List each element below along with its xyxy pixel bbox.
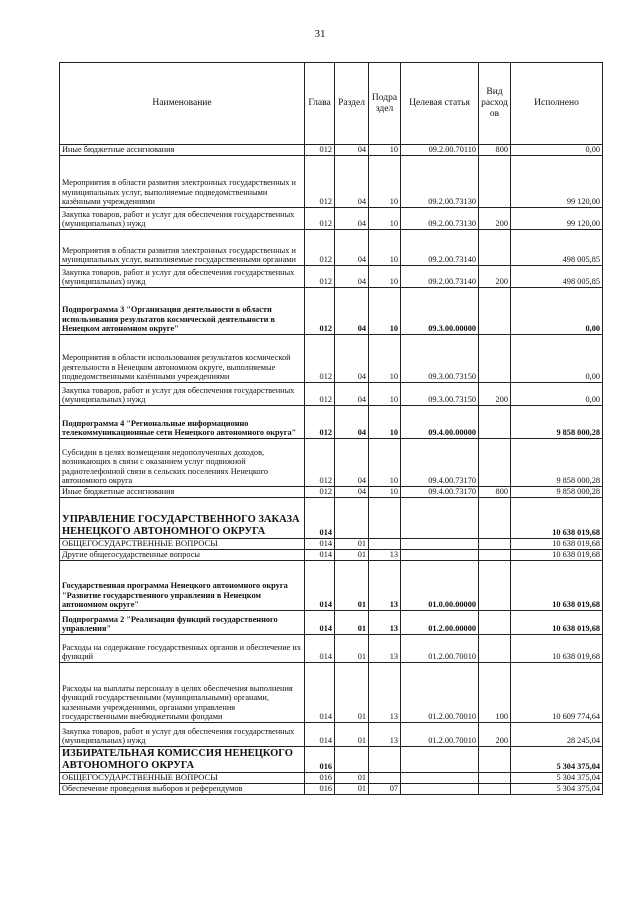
- row-amount: 10 638 019,68: [511, 561, 603, 611]
- row-amount: 10 638 019,68: [511, 611, 603, 635]
- row-target: 01.0.00.00000: [401, 561, 479, 611]
- row-target: 01.2.00.70010: [401, 723, 479, 747]
- row-section: 04: [335, 156, 369, 208]
- row-subsection: 13: [369, 663, 401, 723]
- row-amount: 0,00: [511, 145, 603, 156]
- row-name: Мероприятия в области развития электронных государственных и муниципальных услуг, выполняемые подведомственными казёнными учреждениями: [60, 156, 305, 208]
- table-row: [60, 145, 603, 156]
- row-chapter: 014: [305, 611, 335, 635]
- row-chapter: 012: [305, 439, 335, 487]
- row-target: 01.2.00.70010: [401, 663, 479, 723]
- table-row: [60, 383, 603, 406]
- row-expense-type: [479, 439, 511, 487]
- row-chapter: 014: [305, 498, 335, 539]
- row-chapter: 014: [305, 663, 335, 723]
- row-amount: 10 638 019,68: [511, 539, 603, 550]
- row-expense-type: [479, 773, 511, 784]
- row-chapter: 012: [305, 230, 335, 266]
- row-subsection: 10: [369, 266, 401, 288]
- row-chapter: 016: [305, 784, 335, 795]
- row-chapter: 012: [305, 156, 335, 208]
- header-chapter: Глава: [305, 63, 335, 145]
- table-row: [60, 487, 603, 498]
- row-expense-type: [479, 288, 511, 335]
- row-amount: 5 304 375,04: [511, 784, 603, 795]
- header-expense-type: Вид расход ов: [479, 63, 511, 145]
- row-expense-type: 800: [479, 487, 511, 498]
- row-amount: 28 245,04: [511, 723, 603, 747]
- row-name: Подпрограмма 4 "Региональные информационно телекоммуникационные сети Ненецкого автономного округа": [60, 406, 305, 439]
- row-chapter: 014: [305, 550, 335, 561]
- row-subsection: 13: [369, 723, 401, 747]
- row-chapter: 014: [305, 635, 335, 663]
- row-chapter: 012: [305, 487, 335, 498]
- row-amount: 10 638 019,68: [511, 498, 603, 539]
- row-name: Расходы на выплаты персоналу в целях обеспечения выполнения функций государственными (муниципальными) органами, казенными учреждениями, органами управления государственными внебюджетными фондами: [60, 663, 305, 723]
- row-subsection: 10: [369, 156, 401, 208]
- row-amount: 498 005,85: [511, 230, 603, 266]
- row-amount: 10 638 019,68: [511, 550, 603, 561]
- row-section: 04: [335, 288, 369, 335]
- row-subsection: 10: [369, 487, 401, 498]
- table-row: [60, 550, 603, 561]
- row-section: 04: [335, 266, 369, 288]
- row-target: [401, 773, 479, 784]
- row-name: Иные бюджетные ассигнования: [60, 487, 305, 498]
- table-row: [60, 288, 603, 335]
- row-chapter: 012: [305, 335, 335, 383]
- row-expense-type: [479, 747, 511, 773]
- row-amount: 0,00: [511, 288, 603, 335]
- row-subsection: 10: [369, 406, 401, 439]
- row-name: ИЗБИРАТЕЛЬНАЯ КОМИССИЯ НЕНЕЦКОГО АВТОНОМНОГО ОКРУГА: [60, 747, 305, 773]
- row-amount: 10 609 774,64: [511, 663, 603, 723]
- row-expense-type: [479, 561, 511, 611]
- row-name: Мероприятия в области использования результатов космической деятельности в Ненецком автономном округе, выполняемые подведомственными казёнными учреждениями: [60, 335, 305, 383]
- row-subsection: 10: [369, 230, 401, 266]
- row-section: [335, 498, 369, 539]
- header-section: Раздел: [335, 63, 369, 145]
- row-subsection: 10: [369, 439, 401, 487]
- row-target: 09.2.00.73140: [401, 230, 479, 266]
- row-subsection: [369, 747, 401, 773]
- row-subsection: 13: [369, 611, 401, 635]
- table-row: [60, 723, 603, 747]
- row-name: Расходы на содержание государственных органов и обеспечение их функций: [60, 635, 305, 663]
- row-expense-type: [479, 539, 511, 550]
- row-chapter: 012: [305, 288, 335, 335]
- row-section: 04: [335, 487, 369, 498]
- table-row: [60, 498, 603, 539]
- row-expense-type: [479, 784, 511, 795]
- header-subsection: Подра здел: [369, 63, 401, 145]
- row-target: 01.2.00.00000: [401, 611, 479, 635]
- row-name: Обеспечение проведения выборов и референдумов: [60, 784, 305, 795]
- row-amount: 99 120,00: [511, 156, 603, 208]
- row-amount: 5 304 375,04: [511, 747, 603, 773]
- row-chapter: 012: [305, 145, 335, 156]
- row-section: 01: [335, 723, 369, 747]
- row-section: 04: [335, 208, 369, 230]
- row-target: 09.2.00.73140: [401, 266, 479, 288]
- row-expense-type: 200: [479, 723, 511, 747]
- row-chapter: 016: [305, 747, 335, 773]
- row-section: 04: [335, 406, 369, 439]
- row-name: Закупка товаров, работ и услуг для обеспечения государственных (муниципальных) нужд: [60, 208, 305, 230]
- row-chapter: 012: [305, 208, 335, 230]
- row-target: 01.2.00.70010: [401, 635, 479, 663]
- row-target: [401, 550, 479, 561]
- table-row: [60, 663, 603, 723]
- row-section: 04: [335, 230, 369, 266]
- row-name: Государственная программа Ненецкого автономного округа "Развитие государственного управления в Ненецком автономном округе": [60, 561, 305, 611]
- row-amount: 99 120,00: [511, 208, 603, 230]
- row-section: 01: [335, 550, 369, 561]
- table-row: [60, 266, 603, 288]
- row-target: 09.2.00.73130: [401, 156, 479, 208]
- row-subsection: 10: [369, 145, 401, 156]
- row-section: 01: [335, 635, 369, 663]
- row-amount: 9 858 000,28: [511, 406, 603, 439]
- row-chapter: 016: [305, 773, 335, 784]
- row-subsection: [369, 498, 401, 539]
- row-chapter: 012: [305, 383, 335, 406]
- row-name: Подпрограмма 2 "Реализация функций государственного управления": [60, 611, 305, 635]
- row-section: 01: [335, 784, 369, 795]
- row-subsection: [369, 773, 401, 784]
- row-target: 09.4.00.73170: [401, 487, 479, 498]
- row-section: 04: [335, 335, 369, 383]
- row-chapter: 012: [305, 266, 335, 288]
- row-expense-type: 200: [479, 266, 511, 288]
- table-row: [60, 230, 603, 266]
- row-subsection: 13: [369, 550, 401, 561]
- row-amount: 10 638 019,68: [511, 635, 603, 663]
- row-name: Мероприятия в области развития электронных государственных и муниципальных услуг, выполняемые государственными органами: [60, 230, 305, 266]
- table-row: [60, 208, 603, 230]
- row-subsection: 10: [369, 288, 401, 335]
- row-target: 09.2.00.70110: [401, 145, 479, 156]
- row-expense-type: [479, 635, 511, 663]
- table-row: [60, 439, 603, 487]
- row-name: Подпрограмма 3 "Организация деятельности в области использования результатов космической деятельности в Ненецком автономном округе": [60, 288, 305, 335]
- row-target: [401, 747, 479, 773]
- table-row: [60, 635, 603, 663]
- row-section: 01: [335, 611, 369, 635]
- row-subsection: 10: [369, 383, 401, 406]
- row-section: [335, 747, 369, 773]
- row-section: 01: [335, 561, 369, 611]
- row-subsection: 10: [369, 335, 401, 383]
- row-subsection: 07: [369, 784, 401, 795]
- row-section: 01: [335, 539, 369, 550]
- row-expense-type: [479, 335, 511, 383]
- row-target: 09.3.00.73150: [401, 383, 479, 406]
- row-name: Иные бюджетные ассигнования: [60, 145, 305, 156]
- header-row: [60, 63, 603, 145]
- row-amount: 0,00: [511, 383, 603, 406]
- row-expense-type: [479, 498, 511, 539]
- row-expense-type: [479, 611, 511, 635]
- row-amount: 9 858 000,28: [511, 439, 603, 487]
- table-row: [60, 747, 603, 773]
- row-target: [401, 498, 479, 539]
- row-subsection: [369, 539, 401, 550]
- row-amount: 9 858 000,28: [511, 487, 603, 498]
- header-target: Целевая статья: [401, 63, 479, 145]
- row-expense-type: 200: [479, 208, 511, 230]
- row-section: 01: [335, 663, 369, 723]
- row-name: Закупка товаров, работ и услуг для обеспечения государственных (муниципальных) нужд: [60, 266, 305, 288]
- row-subsection: 10: [369, 208, 401, 230]
- row-target: [401, 539, 479, 550]
- row-name: Закупка товаров, работ и услуг для обеспечения государственных (муниципальных) нужд: [60, 383, 305, 406]
- header-name: Наименование: [60, 63, 305, 145]
- row-expense-type: [479, 550, 511, 561]
- row-chapter: 014: [305, 561, 335, 611]
- row-target: [401, 784, 479, 795]
- row-expense-type: 800: [479, 145, 511, 156]
- budget-table: [59, 62, 603, 795]
- row-section: 04: [335, 383, 369, 406]
- table-row: [60, 156, 603, 208]
- row-expense-type: [479, 406, 511, 439]
- table-row: [60, 784, 603, 795]
- table-row: [60, 406, 603, 439]
- row-target: 09.2.00.73130: [401, 208, 479, 230]
- row-name: Закупка товаров, работ и услуг для обеспечения государственных (муниципальных) нужд: [60, 723, 305, 747]
- table-row: [60, 611, 603, 635]
- row-expense-type: 100: [479, 663, 511, 723]
- row-chapter: 014: [305, 723, 335, 747]
- row-name: Субсидии в целях возмещения недополученных доходов, возникающих в связи с оказанием услуг подвижной радиотелефонной связи в сельских поселениях Ненецкого автономного округа: [60, 439, 305, 487]
- row-name: Другие общегосударственные вопросы: [60, 550, 305, 561]
- row-chapter: 014: [305, 539, 335, 550]
- row-target: 09.3.00.00000: [401, 288, 479, 335]
- header-executed: Исполнено: [511, 63, 603, 145]
- row-section: 01: [335, 773, 369, 784]
- row-expense-type: 200: [479, 383, 511, 406]
- page-number: 31: [314, 28, 326, 40]
- row-expense-type: [479, 156, 511, 208]
- row-target: 09.4.00.73170: [401, 439, 479, 487]
- row-section: 04: [335, 439, 369, 487]
- row-name: ОБЩЕГОСУДАРСТВЕННЫЕ ВОПРОСЫ: [60, 773, 305, 784]
- row-amount: 498 005,85: [511, 266, 603, 288]
- row-amount: 0,00: [511, 335, 603, 383]
- row-subsection: 13: [369, 561, 401, 611]
- table-row: [60, 773, 603, 784]
- row-amount: 5 304 375,04: [511, 773, 603, 784]
- row-target: 09.4.00.00000: [401, 406, 479, 439]
- table-row: [60, 561, 603, 611]
- row-subsection: 13: [369, 635, 401, 663]
- table-row: [60, 539, 603, 550]
- row-name: ОБЩЕГОСУДАРСТВЕННЫЕ ВОПРОСЫ: [60, 539, 305, 550]
- row-target: 09.3.00.73150: [401, 335, 479, 383]
- row-section: 04: [335, 145, 369, 156]
- row-expense-type: [479, 230, 511, 266]
- row-chapter: 012: [305, 406, 335, 439]
- row-name: УПРАВЛЕНИЕ ГОСУДАРСТВЕННОГО ЗАКАЗА НЕНЕЦКОГО АВТОНОМНОГО ОКРУГА: [60, 498, 305, 539]
- table-row: [60, 335, 603, 383]
